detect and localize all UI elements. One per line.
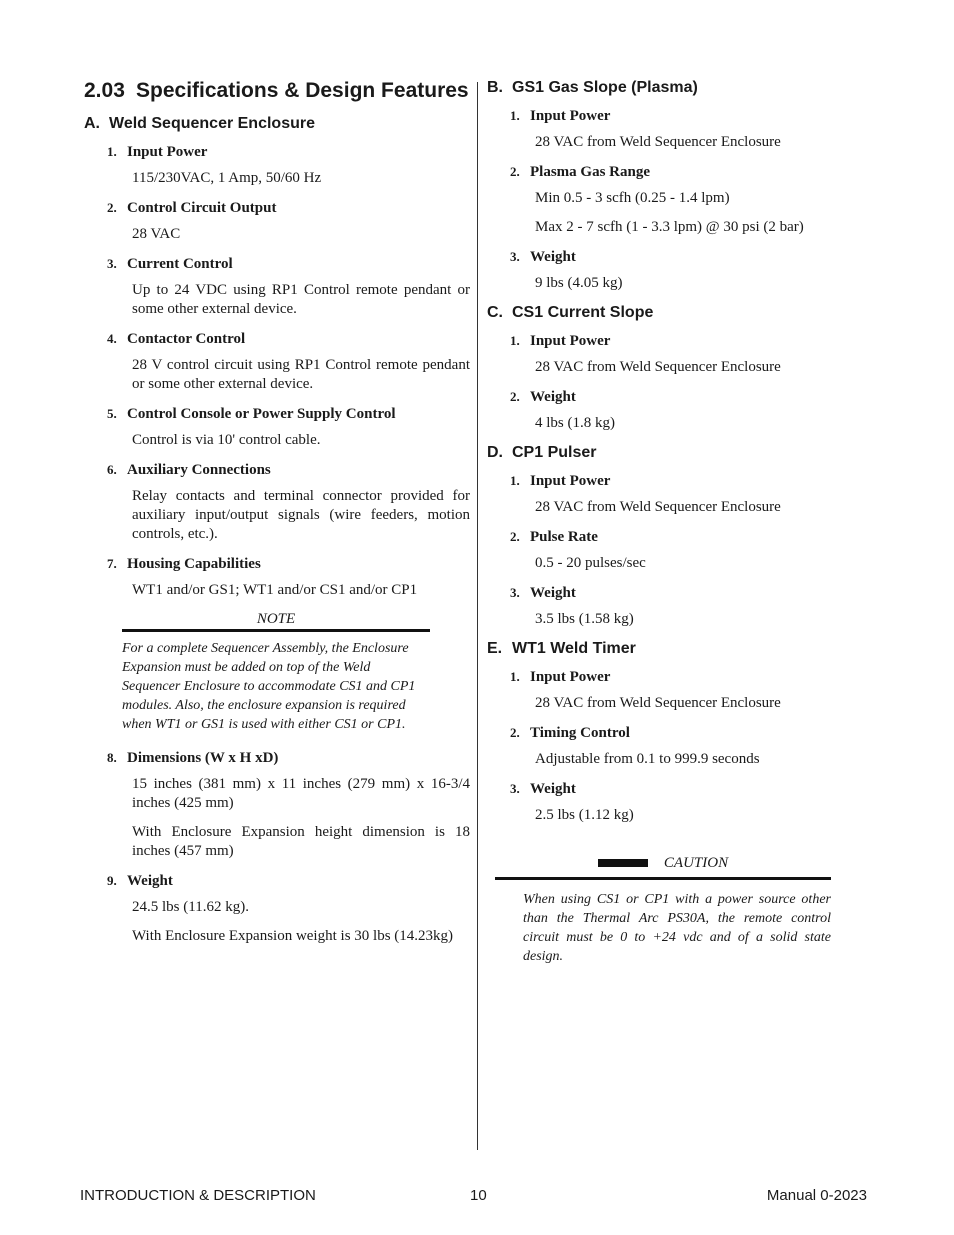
spec-item-title: [107, 460, 470, 480]
spec-item-number: 9.: [107, 873, 117, 888]
spec-item-number: 2.: [510, 725, 520, 740]
spec-item: [510, 162, 837, 237]
sub-section-letter: C.: [487, 304, 503, 321]
spec-item-title-text: Pulse Rate: [530, 529, 598, 545]
spec-item-title-text: Input Power: [530, 108, 611, 124]
spec-item-value: WT1 and/or GS1; WT1 and/or CS1 and/or CP1: [132, 582, 418, 598]
spec-item: [107, 404, 470, 450]
footer-page-number: 10: [470, 1187, 487, 1204]
spec-item-title: [107, 404, 470, 424]
spec-item-value: 4 lbs (1.8 kg): [535, 415, 615, 431]
spec-item-title-text: Plasma Gas Range: [530, 164, 650, 180]
spec-item: [510, 247, 837, 293]
spec-item: [510, 779, 837, 825]
spec-item-title: [107, 329, 470, 349]
spec-item-value: With Enclosure Expansion weight is 30 lbs (14.23kg): [132, 928, 454, 944]
spec-item-value: 3.5 lbs (1.58 kg): [535, 611, 634, 627]
spec-item-title-text: Control Console or Power Supply Control: [127, 406, 396, 422]
sub-section: [487, 303, 837, 433]
spec-item: [510, 331, 837, 377]
spec-item-title: [107, 748, 470, 768]
spec-item-title: [510, 162, 837, 182]
note-text: For a complete Sequencer Assembly, the Enclosure Expansion must be added on top of the Weld Sequencer Enclosure to accommodate CS1 and CP1 modules. Also, the enclosure expansion is required when WT1 or GS1 is used with either CS1 or CP1.: [122, 641, 416, 732]
footer-chapter: INTRODUCTION & DESCRIPTION: [80, 1187, 316, 1204]
spec-item: [510, 471, 837, 517]
spec-item-value: 28 VAC from Weld Sequencer Enclosure: [535, 134, 781, 150]
spec-item: [107, 554, 470, 600]
spec-item-title: [510, 247, 837, 267]
section-number: 2.03: [84, 79, 125, 102]
section-title: [84, 78, 470, 104]
sub-section-letter: D.: [487, 444, 503, 461]
spec-item-value: Adjustable from 0.1 to 999.9 seconds: [535, 751, 760, 767]
spec-item-number: 1.: [107, 144, 117, 159]
caution-box: [495, 851, 831, 966]
spec-item-number: 2.: [510, 529, 520, 544]
spec-item-title: [107, 254, 470, 274]
page-footer: [80, 1187, 867, 1207]
spec-item-title-text: Housing Capabilities: [127, 556, 261, 572]
sub-section-letter: E.: [487, 640, 503, 657]
spec-item: [510, 723, 837, 769]
spec-item-value: 9 lbs (4.05 kg): [535, 275, 623, 291]
sub-section-heading-text: WT1 Weld Timer: [512, 640, 636, 657]
right-column: [487, 78, 837, 966]
spec-item-title-text: Weight: [530, 389, 576, 405]
spec-item-number: 8.: [107, 750, 117, 765]
spec-item-title: [510, 527, 837, 547]
spec-item: [107, 329, 470, 394]
spec-item-value: 115/230VAC, 1 Amp, 50/60 Hz: [132, 170, 322, 186]
sub-section-letter: A.: [84, 115, 100, 132]
caution-bar-icon: [598, 859, 648, 867]
spec-item-title: [510, 723, 837, 743]
spec-item-number: 1.: [510, 669, 520, 684]
spec-item-title: [510, 387, 837, 407]
spec-item-title: [510, 106, 837, 126]
spec-item-value: 2.5 lbs (1.12 kg): [535, 807, 634, 823]
spec-item-number: 3.: [510, 585, 520, 600]
spec-item-title: [510, 779, 837, 799]
spec-item: [510, 106, 837, 152]
spec-item-title-text: Timing Control: [530, 725, 630, 741]
caution-rule: [495, 877, 831, 880]
spec-item-title: [107, 871, 470, 891]
left-column: [84, 78, 470, 956]
spec-item-value: 0.5 - 20 pulses/sec: [535, 555, 646, 571]
spec-item-number: 5.: [107, 406, 117, 421]
spec-item-number: 1.: [510, 108, 520, 123]
spec-item-number: 3.: [510, 781, 520, 796]
footer-manual-number: Manual 0-2023: [766, 1187, 867, 1204]
spec-item-title-text: Control Circuit Output: [127, 200, 277, 216]
spec-item: [107, 142, 470, 188]
spec-item-value: 28 VAC from Weld Sequencer Enclosure: [535, 695, 781, 711]
spec-item: [510, 387, 837, 433]
sub-section-heading-text: Weld Sequencer Enclosure: [109, 115, 315, 132]
spec-item-value: 28 VAC: [132, 226, 181, 242]
spec-item: [107, 198, 470, 244]
spec-item: [107, 871, 470, 946]
spec-item-value: 28 VAC from Weld Sequencer Enclosure: [535, 359, 781, 375]
spec-item-title: [510, 583, 837, 603]
spec-item-number: 1.: [510, 333, 520, 348]
spec-item-number: 3.: [510, 249, 520, 264]
spec-item-number: 3.: [107, 256, 117, 271]
spec-item-title-text: Auxiliary Connections: [127, 462, 271, 478]
note-rule: [122, 629, 430, 632]
spec-item-value: Control is via 10' control cable.: [132, 432, 321, 448]
spec-item-title-text: Weight: [530, 781, 576, 797]
left-after-note-items: [84, 748, 470, 946]
sub-section: [487, 639, 837, 825]
spec-item-title-text: Weight: [530, 249, 576, 265]
right-sections: [487, 78, 837, 825]
spec-item-value: Min 0.5 - 3 scfh (0.25 - 1.4 lpm): [535, 190, 730, 206]
spec-item-value: 24.5 lbs (11.62 kg).: [132, 899, 249, 915]
spec-item-title: [510, 667, 837, 687]
spec-item-number: 2.: [107, 200, 117, 215]
sub-section: [487, 78, 837, 293]
sub-section: [487, 443, 837, 629]
sub-section-heading: [487, 78, 837, 98]
caution-text: When using CS1 or CP1 with a power source other than the Thermal Arc PS30A, the remote control circuit must be 0 to +24 vdc and of a solid state design.: [523, 892, 831, 964]
spec-item-number: 6.: [107, 462, 117, 477]
caution-header: [495, 851, 831, 875]
note-box: [122, 610, 430, 734]
spec-item-number: 1.: [510, 473, 520, 488]
spec-item: [510, 583, 837, 629]
spec-item-title-text: Weight: [127, 873, 173, 889]
spec-item-value: 28 VAC from Weld Sequencer Enclosure: [535, 499, 781, 515]
spec-item: [510, 527, 837, 573]
spec-item-title-text: Dimensions (W x H xD): [127, 750, 279, 766]
spec-item: [107, 254, 470, 319]
spec-item-number: 4.: [107, 331, 117, 346]
sub-section-heading: [487, 639, 837, 659]
spec-item-value: Relay contacts and terminal connector provided for auxiliary input/output signals (wire feeders, motion controls, etc.).: [132, 488, 470, 542]
spec-item-title: [510, 471, 837, 491]
spec-item-title: [510, 331, 837, 351]
spec-item-title: [107, 554, 470, 574]
sub-section-heading-text: CS1 Current Slope: [512, 304, 654, 321]
spec-item-title-text: Current Control: [127, 256, 233, 272]
sub-section-heading-text: GS1 Gas Slope (Plasma): [512, 79, 698, 96]
sub-section-heading: [487, 303, 837, 323]
spec-item: [107, 748, 470, 861]
column-divider: [477, 82, 478, 1150]
sub-section-heading: [84, 114, 470, 134]
caution-title: CAUTION: [663, 854, 729, 871]
spec-item-number: 2.: [510, 164, 520, 179]
left-sections: [84, 114, 470, 600]
spec-item-title-text: Input Power: [530, 473, 611, 489]
spec-item-value: 28 V control circuit using RP1 Control remote pendant or some other external device.: [132, 357, 470, 392]
spec-item: [107, 460, 470, 544]
spec-item-value: 15 inches (381 mm) x 11 inches (279 mm) x 16-3/4 inches (425 mm): [132, 776, 470, 811]
spec-item-title-text: Input Power: [127, 144, 208, 160]
spec-item-title-text: Weight: [530, 585, 576, 601]
spec-item-title-text: Contactor Control: [127, 331, 246, 347]
sub-section-letter: B.: [487, 79, 503, 96]
spec-item-value: Max 2 - 7 scfh (1 - 3.3 lpm) @ 30 psi (2 bar): [535, 219, 804, 235]
spec-item-title-text: Input Power: [530, 669, 611, 685]
spec-item-value: Up to 24 VDC using RP1 Control remote pendant or some other external device.: [132, 282, 470, 317]
sub-section-heading: [487, 443, 837, 463]
sub-section: [84, 114, 470, 600]
spec-item-title: [107, 198, 470, 218]
section-title-text: Specifications & Design Features: [136, 79, 469, 102]
spec-item-title: [107, 142, 470, 162]
spec-item-number: 2.: [510, 389, 520, 404]
spec-item-value: With Enclosure Expansion height dimension is 18 inches (457 mm): [132, 824, 470, 859]
spec-item-title-text: Input Power: [530, 333, 611, 349]
note-title: NOTE: [256, 611, 296, 627]
spec-item: [510, 667, 837, 713]
spec-item-number: 7.: [107, 556, 117, 571]
sub-section-heading-text: CP1 Pulser: [512, 444, 597, 461]
